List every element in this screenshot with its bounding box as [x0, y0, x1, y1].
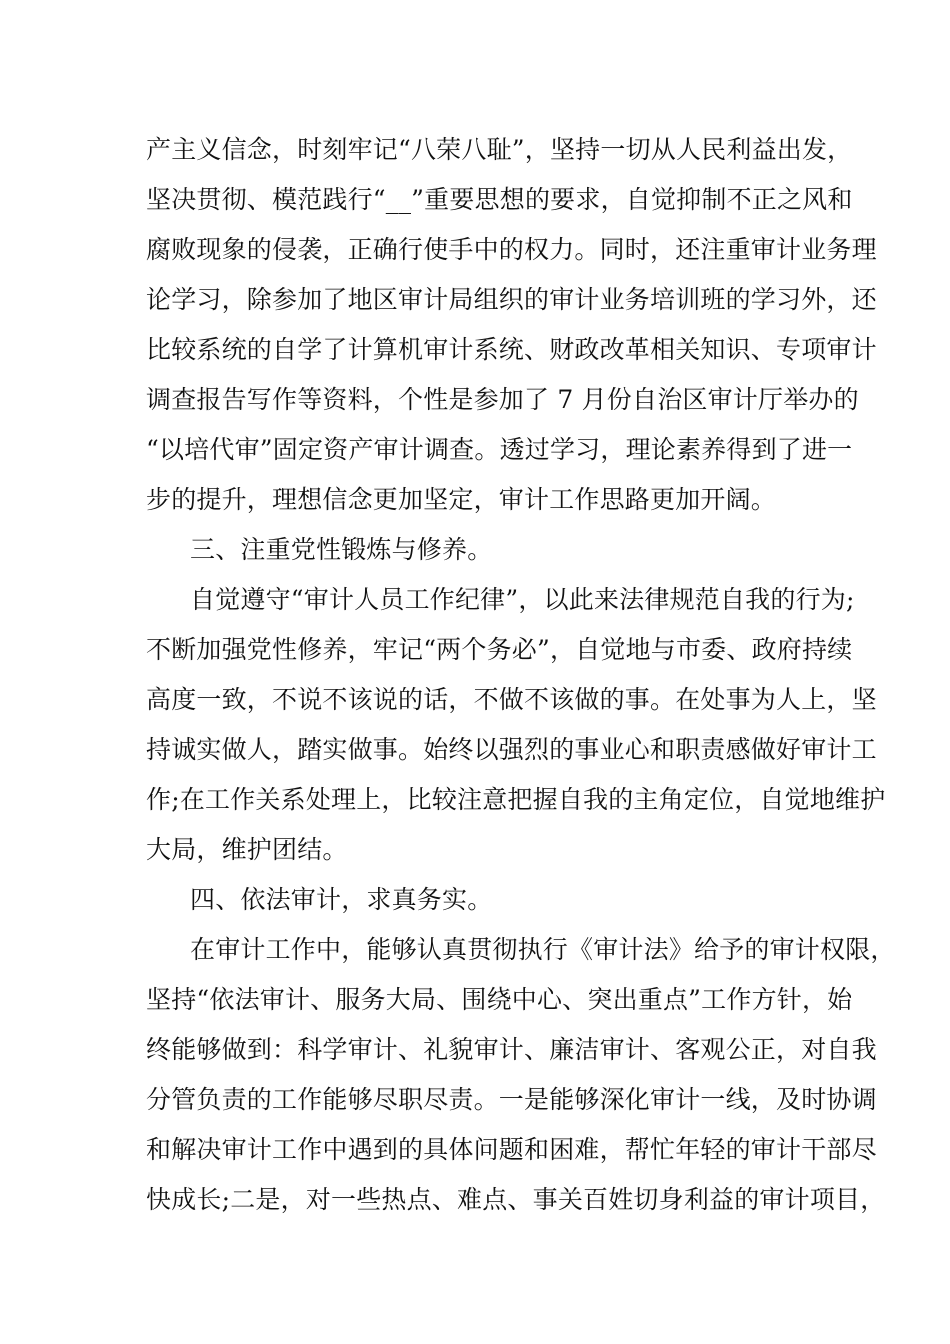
text-line: 坚决贯彻、模范践行“__”重要思想的要求，自觉抑制不正之风和	[146, 185, 853, 214]
text-line: “以培代审”固定资产审计调查。透过学习，理论素养得到了进一	[146, 435, 853, 464]
text-line: 论学习，除参加了地区审计局组织的审计业务培训班的学习外，还	[146, 285, 877, 314]
text-line: 大局，维护团结。	[146, 835, 348, 864]
text-line: 高度一致，不说不该说的话，不做不该做的事。在处事为人上，坚	[146, 685, 877, 714]
text-line: 终能够做到：科学审计、礼貌审计、廉洁审计、客观公正，对自我	[146, 1035, 877, 1064]
text-line: 调查报告写作等资料，个性是参加了 7 月份自治区审计厅举办的	[146, 385, 859, 414]
text-line: 快成长;二是，对一些热点、难点、事关百姓切身利益的审计项目，	[146, 1185, 886, 1214]
text-line: 作;在工作关系处理上，比较注意把握自我的主角定位，自觉地维护	[146, 785, 886, 814]
text-line: 分管负责的工作能够尽职尽责。一是能够深化审计一线，及时协调	[146, 1085, 877, 1114]
text-line: 步的提升，理想信念更加坚定，审计工作思路更加开阔。	[146, 485, 777, 514]
text-line: 在审计工作中，能够认真贯彻执行《审计法》给予的审计权限，	[190, 935, 896, 964]
text-line: 自觉遵守“审计人员工作纪律”，以此来法律规范自我的行为;	[190, 585, 855, 614]
text-line: 持诚实做人，踏实做事。始终以强烈的事业心和职责感做好审计工	[146, 735, 877, 764]
text-line: 和解决审计工作中遇到的具体问题和困难，帮忙年轻的审计干部尽	[146, 1135, 877, 1164]
section-heading: 三、注重党性锻炼与修养。	[190, 535, 493, 564]
text-line: 产主义信念，时刻牢记“八荣八耻”，坚持一切从人民利益出发，	[146, 135, 853, 164]
text-line: 不断加强党性修养，牢记“两个务必”，自觉地与市委、政府持续	[146, 635, 853, 664]
text-line: 坚持“依法审计、服务大局、围绕中心、突出重点”工作方针，始	[146, 985, 853, 1014]
text-line: 比较系统的自学了计算机审计系统、财政改革相关知识、专项审计	[146, 335, 877, 364]
section-heading: 四、依法审计，求真务实。	[190, 885, 493, 914]
text-line: 腐败现象的侵袭，正确行使手中的权力。同时，还注重审计业务理	[146, 235, 877, 264]
